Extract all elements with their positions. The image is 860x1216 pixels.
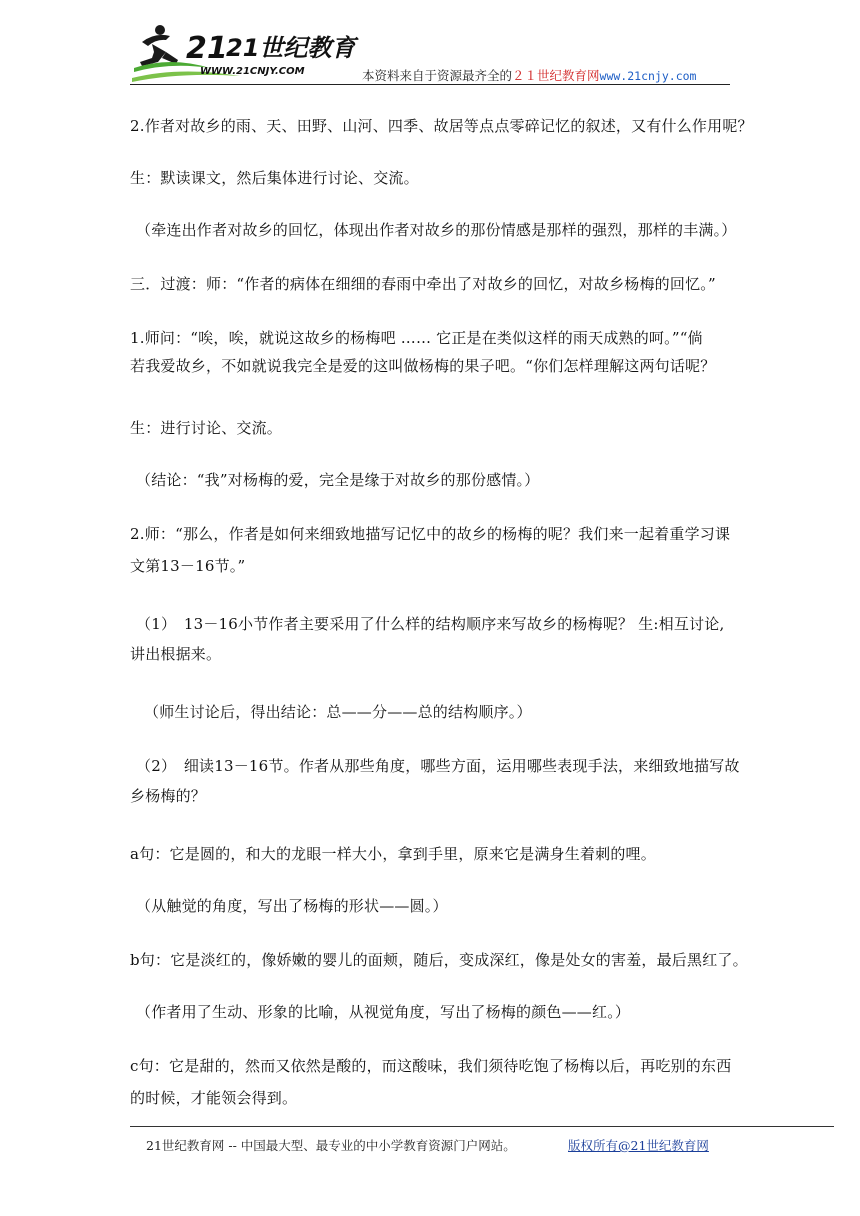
body-line: a句：它是圆的，和大的龙眼一样大小，拿到手里，原来它是满身生着刺的哩。 <box>130 845 656 863</box>
body-line: 生：默读课文，然后集体进行讨论、交流。 <box>130 169 419 187</box>
body-line: b句：它是淡红的，像娇嫩的婴儿的面颊，随后，变成深红，像是处女的害羞，最后黑红了。 <box>130 951 748 969</box>
body-line: 若我爱故乡，不如就说我完全是爱的这叫做杨梅的果子吧。“你们怎样理解这两句话呢？ <box>130 357 716 375</box>
header-tagline <box>362 66 696 84</box>
body-line: 乡杨梅的？ <box>130 787 207 805</box>
body-line: （结论：“我”对杨梅的爱，完全是缘于对故乡的那份感情。） <box>136 471 540 489</box>
tagline-prefix: 本资料来自于资源最齐全的 <box>362 68 513 83</box>
copyright-link[interactable]: 版权所有@21世纪教育网 <box>568 1138 709 1153</box>
body-line: 生：进行讨论、交流。 <box>130 419 283 437</box>
body-line: （2） 细读13－16节。作者从那些角度，哪些方面，运用哪些表现手法，来细致地描写故 <box>136 757 740 775</box>
footer-divider <box>130 1126 834 1127</box>
tagline-site: ２１世纪教育网 <box>512 68 600 83</box>
body-line: 讲出根据来。 <box>130 645 222 663</box>
body-line: （从触觉的角度，写出了杨梅的形状——圆。） <box>136 897 448 915</box>
body-line: c句：它是甜的，然而又依然是酸的，而这酸味，我们须待吃饱了杨梅以后，再吃别的东西 <box>130 1057 732 1075</box>
body-line: （作者用了生动、形象的比喻，从视觉角度，写出了杨梅的颜色——红。） <box>136 1003 631 1021</box>
tagline-url[interactable]: www.21cnjy.com <box>599 69 697 83</box>
body-line: 2.师：“那么，作者是如何来细致地描写记忆中的故乡的杨梅的呢？我们来一起着重学习课 <box>130 525 731 543</box>
page-header <box>130 22 730 86</box>
body-line: （1） 13－16小节作者主要采用了什么样的结构顺序来写故乡的杨梅呢？ 生:相互讨论, <box>136 615 725 633</box>
body-line: 2.作者对故乡的雨、天、田野、山河、四季、故居等点点零碎记忆的叙述，又有什么作用呢？ <box>130 117 753 135</box>
body-line: （牵连出作者对故乡的回忆，体现出作者对故乡的那份情感是那样的强烈，那样的丰满。） <box>136 221 737 239</box>
svg-text:WWW.21CNJY.COM: WWW.21CNJY.COM <box>200 66 305 77</box>
body-line: 三．过渡：师：“作者的病体在细细的春雨中牵出了对故乡的回忆，对故乡杨梅的回忆。” <box>130 275 716 293</box>
body-line: （师生讨论后，得出结论：总——分——总的结构顺序。） <box>144 703 532 721</box>
body-line: 文第13－16节。” <box>130 557 246 575</box>
site-logo <box>130 22 360 84</box>
svg-text:21世纪教育: 21世纪教育 <box>226 34 356 62</box>
body-line: 的时候，才能领会得到。 <box>130 1089 298 1107</box>
logo-number: 21 <box>186 31 228 66</box>
body-line: 1.师问：“唉，唉，就说这故乡的杨梅吧 …… 它正是在类似这样的雨天成熟的呵。”“倘 <box>130 329 703 347</box>
footer-text: 21世纪教育网 -- 中国最大型、最专业的中小学教育资源门户网站。 <box>146 1138 516 1153</box>
header-divider <box>130 84 730 85</box>
